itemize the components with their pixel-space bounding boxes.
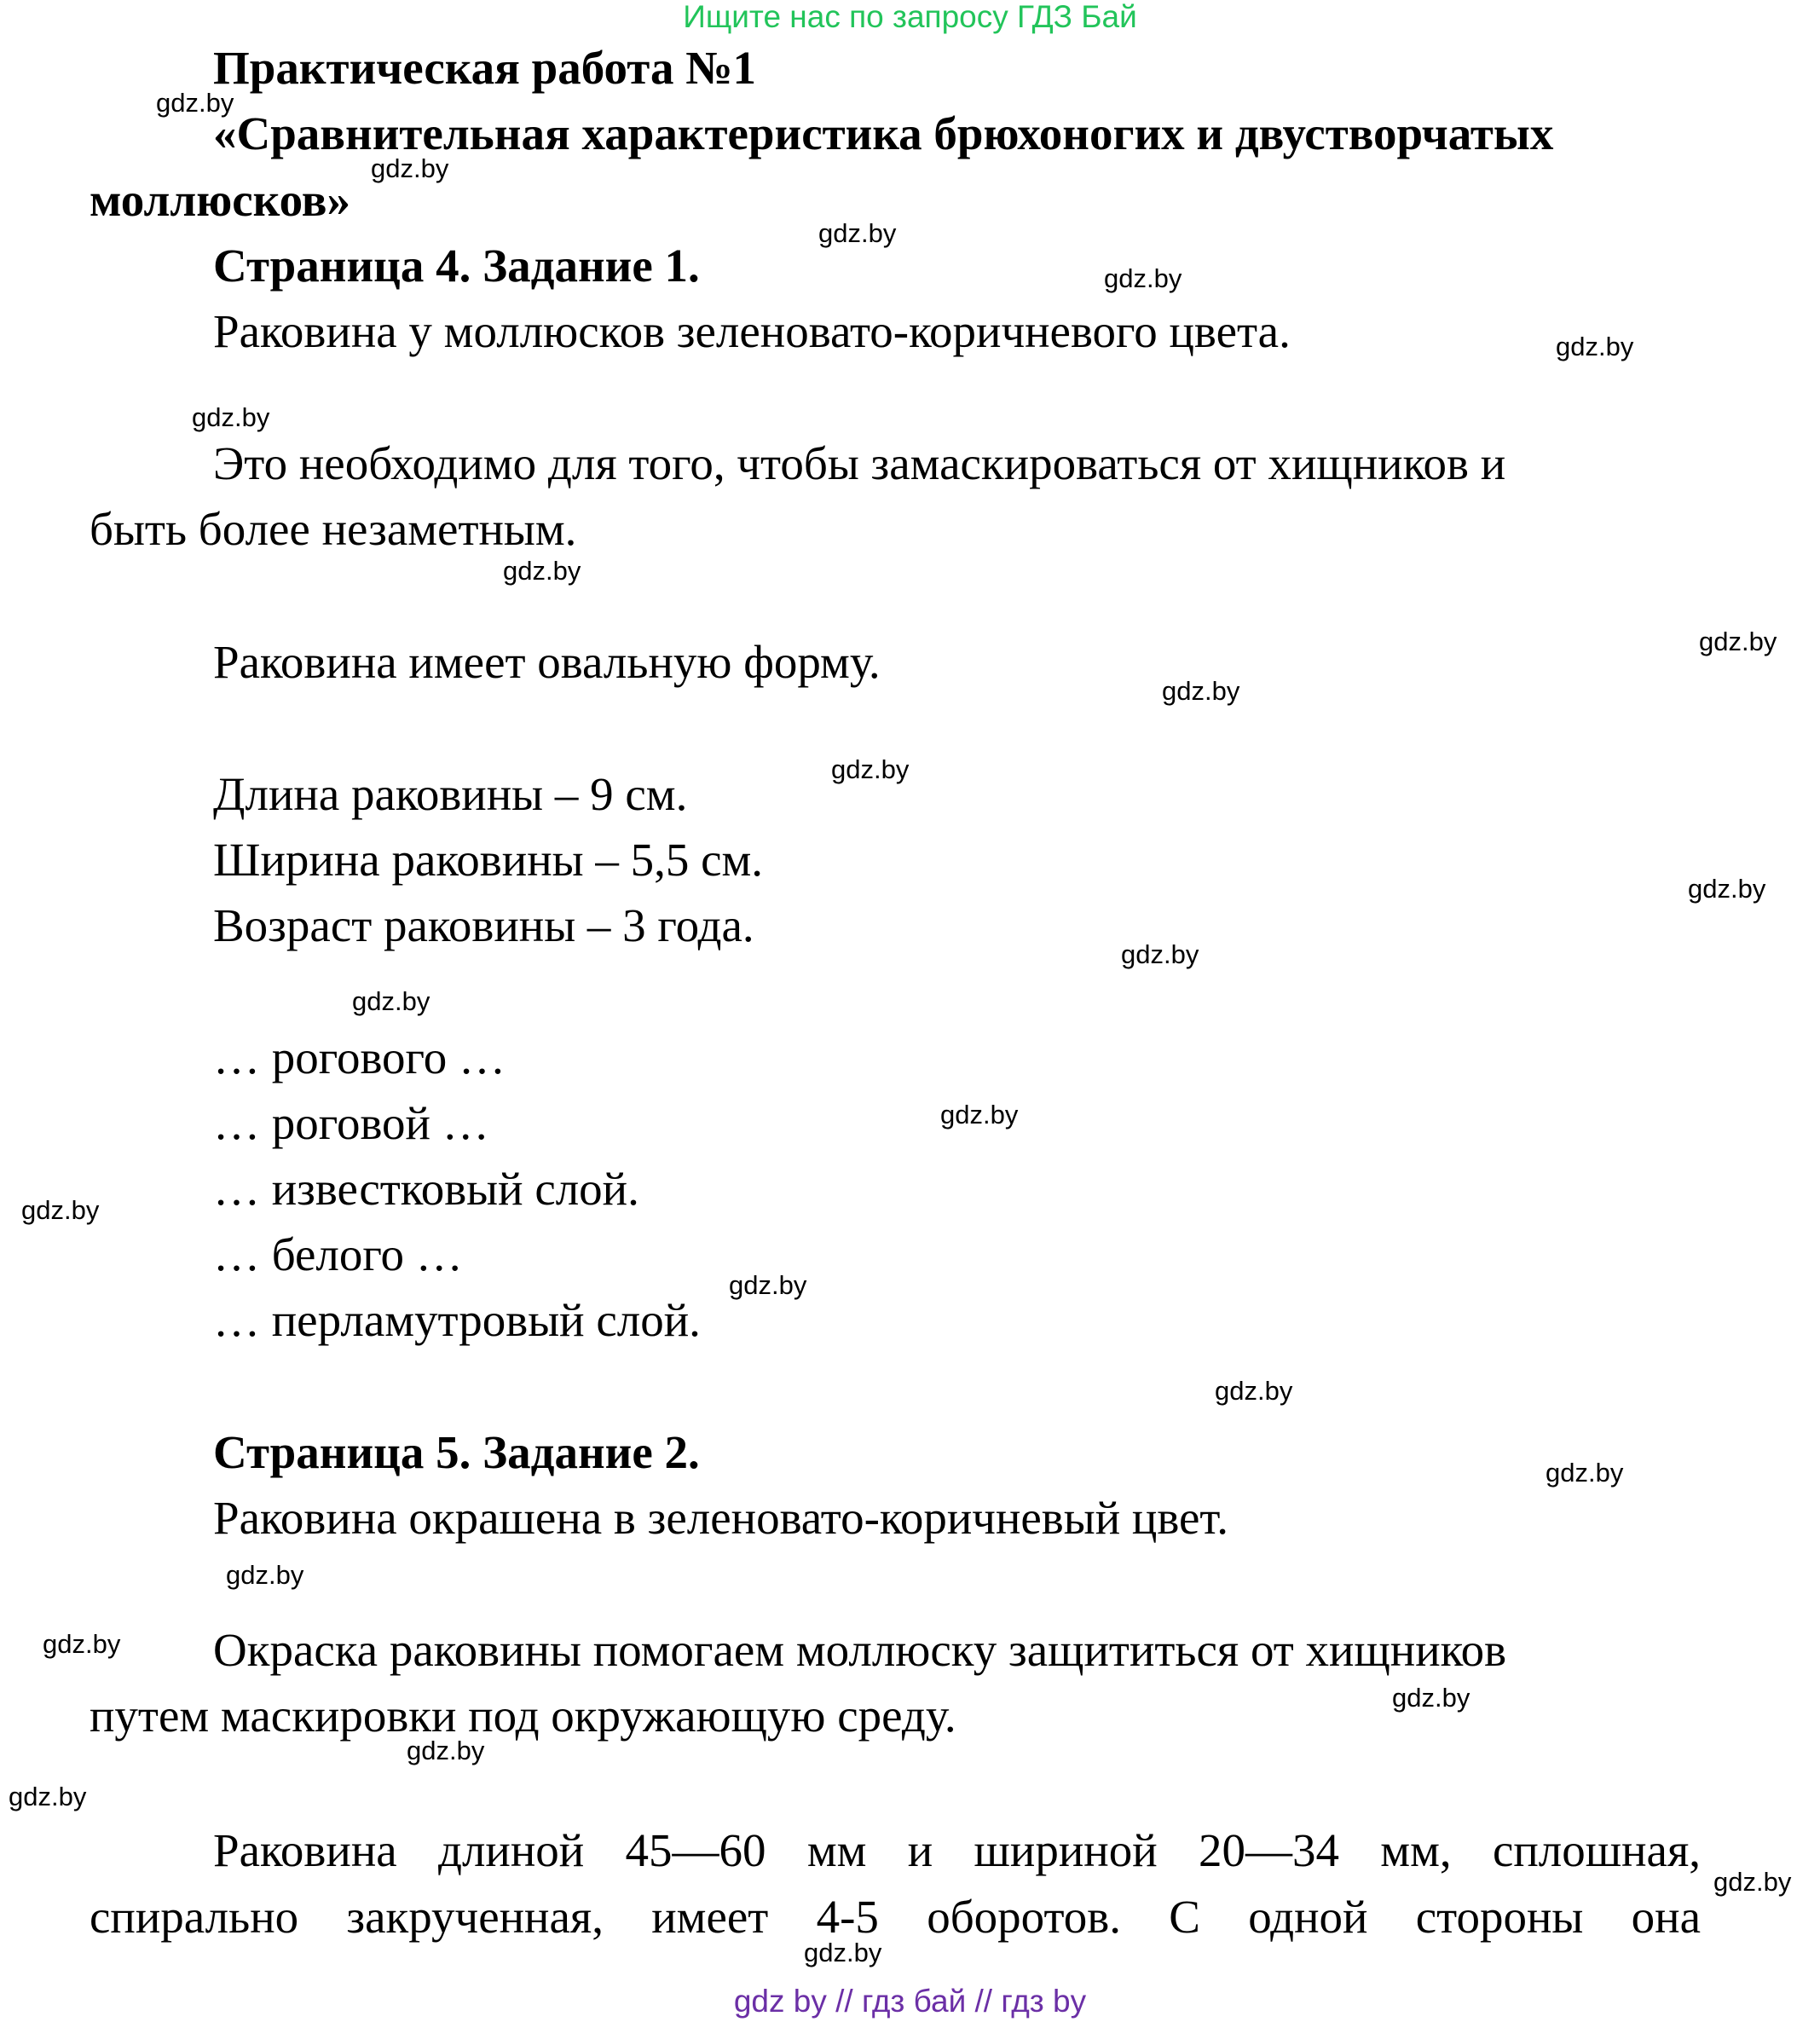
watermark: gdz.by	[9, 1782, 87, 1811]
section1-paragraph-2-line-2: быть более незаметным.	[90, 503, 577, 555]
fill-in-item: … известковый слой.	[213, 1163, 639, 1215]
watermark: gdz.by	[1162, 676, 1240, 706]
section2-paragraph-1: Раковина окрашена в зеленовато-коричневый цвет.	[213, 1492, 1229, 1544]
section2-paragraph-2-line-1: Окраска раковины помогаем моллюску защититься от хищников	[213, 1624, 1507, 1676]
watermark: gdz.by	[1215, 1376, 1293, 1406]
watermark: gdz.by	[831, 754, 910, 784]
section1-paragraph-1: Раковина у моллюсков зеленовато-коричневого цвета.	[213, 305, 1291, 357]
watermark: gdz.by	[1546, 1458, 1624, 1488]
page-title: Практическая работа №1	[213, 42, 756, 94]
measurement-width: Ширина раковины – 5,5 см.	[213, 834, 764, 886]
watermark: gdz.by	[43, 1629, 121, 1659]
watermark: gdz.by	[1392, 1683, 1470, 1713]
measurement-length: Длина раковины – 9 см.	[213, 768, 688, 820]
watermark: gdz.by	[192, 402, 270, 432]
watermark: gdz.by	[940, 1100, 1019, 1129]
footer-banner: gdz by // гдз бай // гдз by	[733, 1984, 1087, 2019]
watermark: gdz.by	[156, 88, 234, 118]
watermark: gdz.by	[1104, 263, 1182, 293]
watermark: gdz.by	[407, 1736, 485, 1765]
section1-paragraph-3: Раковина имеет овальную форму.	[213, 636, 881, 688]
section2-heading: Страница 5. Задание 2.	[213, 1426, 700, 1478]
watermark: gdz.by	[21, 1195, 100, 1225]
watermark: gdz.by	[1713, 1867, 1792, 1897]
watermark: gdz.by	[226, 1560, 304, 1590]
section2-paragraph-2-line-2: путем маскировки под окружающую среду.	[90, 1690, 956, 1742]
watermark: gdz.by	[1121, 939, 1199, 969]
measurement-age: Возраст раковины – 3 года.	[213, 899, 754, 951]
watermark: gdz.by	[503, 556, 581, 586]
watermark: gdz.by	[352, 986, 430, 1016]
section1-heading: Страница 4. Задание 1.	[213, 240, 700, 292]
fill-in-item: … белого …	[213, 1228, 463, 1280]
section2-paragraph-3-line-2: спирально закрученная, имеет 4-5 оборотов. С одной стороны она	[90, 1891, 1701, 1943]
section2-paragraph-3	[90, 1817, 1701, 1950]
top-banner: Ищите нас по запросу ГДЗ Бай	[683, 0, 1137, 34]
watermark: gdz.by	[1699, 627, 1777, 656]
fill-in-item: … перламутровый слой.	[213, 1294, 701, 1346]
section1-paragraph-2-line-1: Это необходимо для того, чтобы замаскироваться от хищников и	[213, 437, 1506, 489]
watermark: gdz.by	[371, 153, 449, 183]
watermark: gdz.by	[1556, 332, 1634, 361]
fill-in-item: … рогового …	[213, 1031, 506, 1083]
subtitle-line-2: моллюсков»	[90, 174, 350, 226]
watermark: gdz.by	[1688, 874, 1766, 904]
watermark: gdz.by	[729, 1270, 807, 1300]
fill-in-item: … роговой …	[213, 1097, 489, 1149]
section2-paragraph-3-line-1: Раковина длиной 45—60 мм и шириной 20—34 мм, сплошная,	[213, 1824, 1701, 1876]
subtitle-line-1: «Сравнительная характеристика брюхоногих и двустворчатых	[213, 107, 1554, 159]
watermark: gdz.by	[804, 1938, 882, 1967]
watermark: gdz.by	[818, 218, 897, 248]
